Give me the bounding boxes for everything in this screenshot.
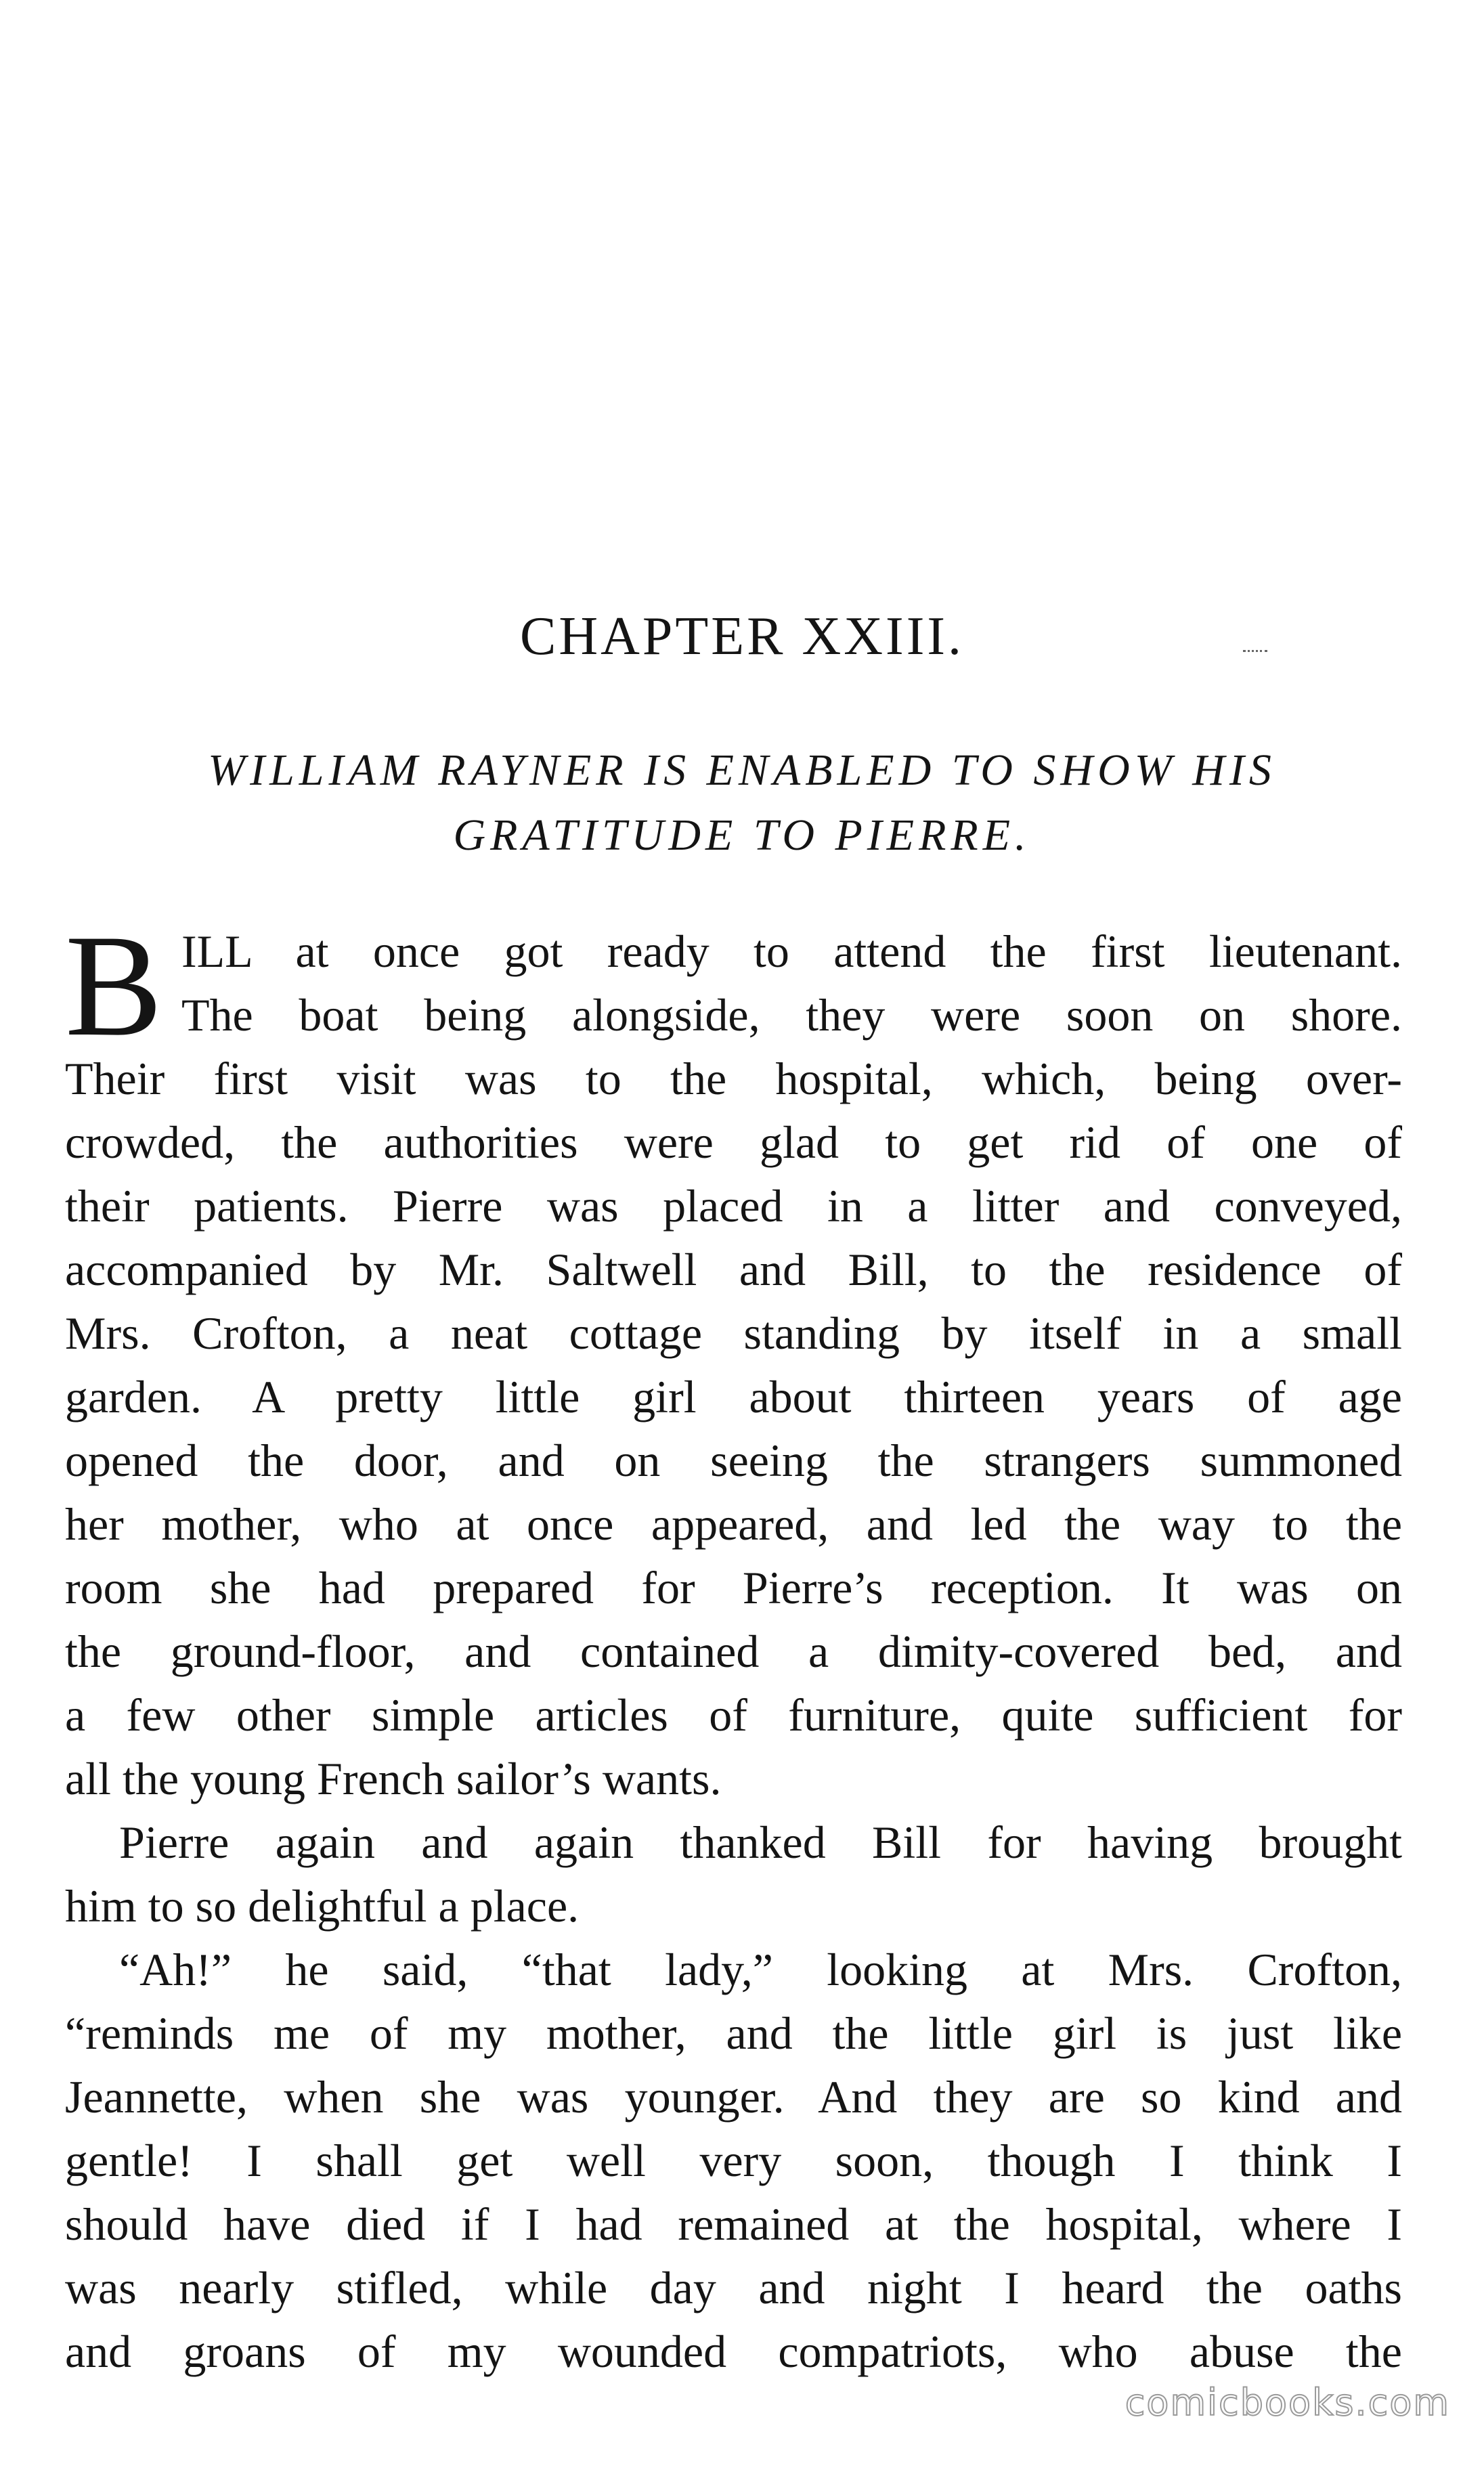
- text-line: Jeannette, when she was younger. And they are so kind and: [65, 2071, 1402, 2123]
- text-line: was nearly stifled, while day and night I heard the oaths: [65, 2262, 1402, 2313]
- text-line: all the young French sailor’s wants.: [65, 1753, 722, 1804]
- text-line: garden. A pretty little girl about thirteen years of age: [65, 1371, 1402, 1422]
- text-line: opened the door, and on seeing the strangers summoned: [65, 1435, 1402, 1486]
- text-line: him to so delightful a place.: [65, 1880, 580, 1932]
- text-line: her mother, who at once appeared, and led the way to the: [65, 1498, 1402, 1550]
- chapter-subtitle: [0, 738, 1484, 868]
- text-line: Their first visit was to the hospital, which, being over-: [65, 1053, 1402, 1104]
- text-line: room she had prepared for Pierre’s reception. It was on: [65, 1562, 1402, 1613]
- text-line: “Ah!” he said, “that lady,” looking at Mrs. Crofton,: [119, 1944, 1402, 1995]
- print-speck: [1243, 650, 1267, 655]
- text-line: should have died if I had remained at the hospital, where I: [65, 2198, 1402, 2250]
- text-line: the ground-floor, and contained a dimity-covered bed, and: [65, 1626, 1402, 1677]
- text-line: “reminds me of my mother, and the little girl is just like: [65, 2007, 1402, 2059]
- drop-cap: B: [65, 905, 163, 1066]
- body-text: [65, 905, 1402, 2383]
- text-line: ILL at once got ready to attend the first lieutenant.: [181, 926, 1402, 977]
- text-line: Mrs. Crofton, a neat cottage standing by itself in a small: [65, 1307, 1402, 1359]
- text-line: gentle! I shall get well very soon, though I think I: [65, 2135, 1402, 2186]
- text-line: Pierre again and again thanked Bill for having brought: [119, 1817, 1402, 1868]
- text-line: accompanied by Mr. Saltwell and Bill, to the residence of: [65, 1244, 1402, 1295]
- text-line: The boat being alongside, they were soon on shore.: [181, 989, 1402, 1041]
- text-line: crowded, the authorities were glad to get rid of one of: [65, 1116, 1402, 1168]
- text-line: their patients. Pierre was placed in a litter and conveyed,: [65, 1180, 1402, 1232]
- subtitle-line: GRATITUDE TO PIERRE.: [453, 810, 1031, 860]
- text-line: a few other simple articles of furniture, quite sufficient for: [65, 1689, 1402, 1741]
- subtitle-line: WILLIAM RAYNER IS ENABLED TO SHOW HIS: [208, 745, 1276, 795]
- chapter-title: CHAPTER XXIII.: [520, 607, 964, 666]
- watermark: comicbooks.com: [1125, 2381, 1450, 2424]
- text-line: and groans of my wounded compatriots, who abuse the: [65, 2326, 1402, 2377]
